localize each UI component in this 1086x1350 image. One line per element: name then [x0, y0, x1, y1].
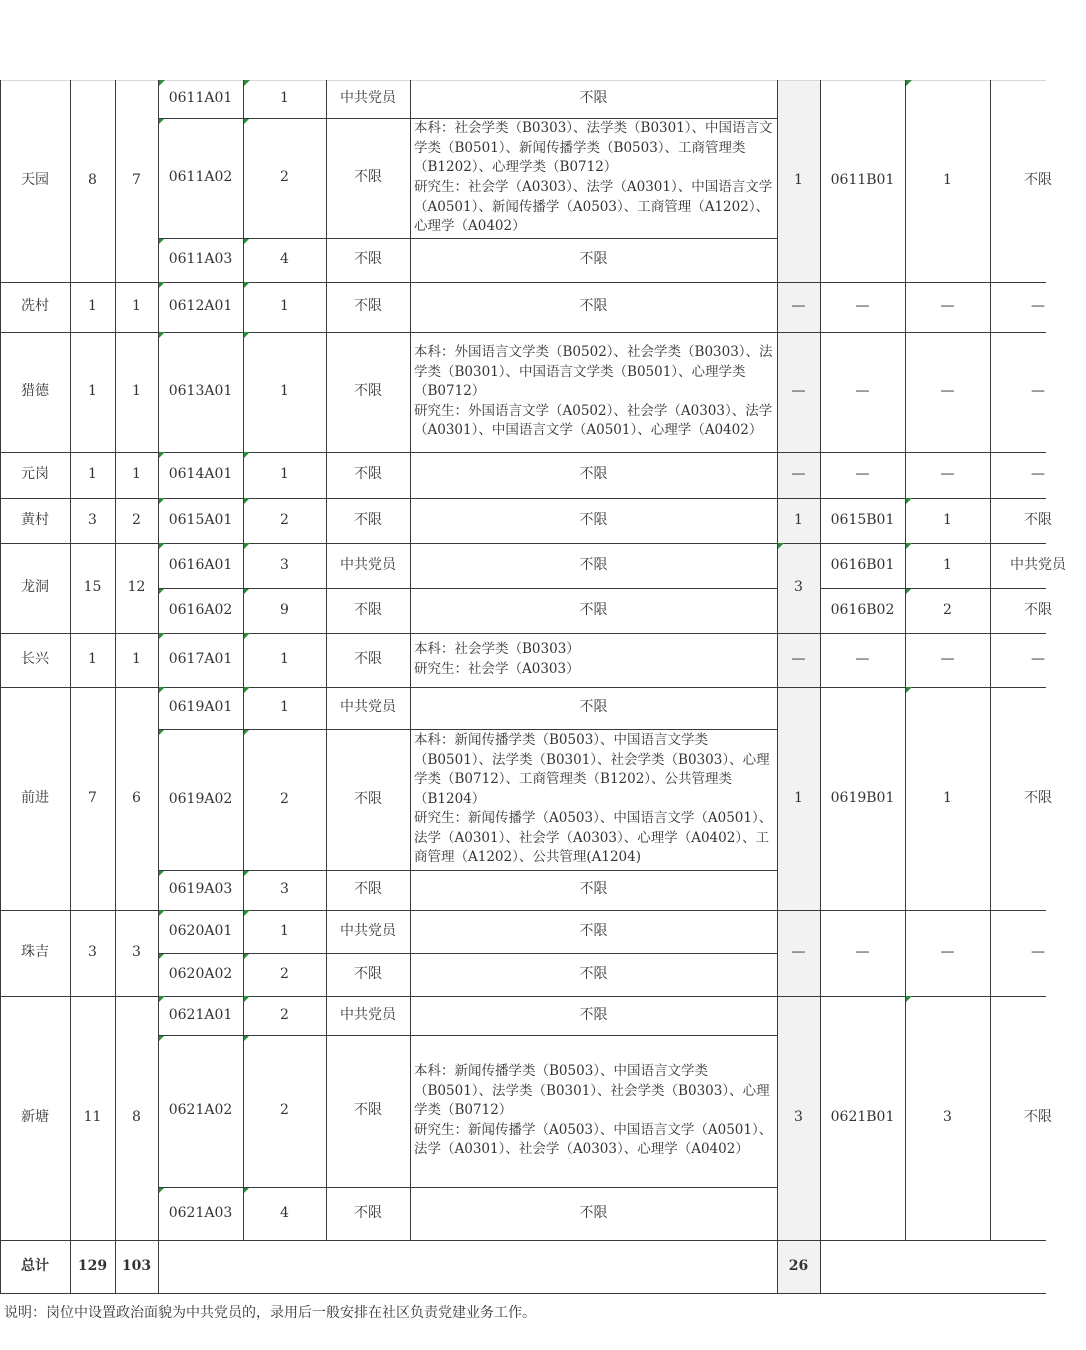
- community-total-count: 7: [88, 789, 97, 806]
- b-post-code: —: [855, 651, 870, 668]
- b-post-quota: 3: [943, 1109, 952, 1126]
- post-political-status: 中共党员: [340, 922, 396, 939]
- community-total-count: 1: [88, 383, 97, 400]
- post-political-status: 不限: [354, 298, 382, 315]
- post-major-requirement: 不限: [579, 601, 608, 618]
- post-major-requirement: 不限: [579, 298, 608, 315]
- post-code: 0620A02: [168, 965, 233, 982]
- post-quota: 1: [280, 383, 289, 400]
- post-quota: 1: [280, 651, 289, 668]
- post-quota: 1: [280, 466, 289, 483]
- b-post-quota: 2: [943, 601, 952, 618]
- post-quota: 4: [280, 251, 289, 268]
- b-post-quota: 1: [943, 511, 952, 528]
- grid-line-v: [0, 80, 1, 1293]
- b-post-code: —: [855, 944, 870, 961]
- b-post-code: —: [855, 466, 870, 483]
- post-major-requirement: 不限: [579, 922, 608, 939]
- total-count-b: 103: [121, 1257, 152, 1274]
- cell-comment-marker: [244, 687, 250, 693]
- b-post-political-status: 不限: [1024, 601, 1052, 618]
- total-b-count: 26: [788, 1257, 809, 1274]
- b-post-code: 0619B01: [830, 789, 895, 806]
- community-a-count: 1: [132, 383, 141, 400]
- community-total-count: 11: [83, 1109, 102, 1126]
- post-code: 0615A01: [168, 511, 233, 528]
- post-code: 0619A03: [168, 881, 233, 898]
- post-quota: 1: [280, 90, 289, 107]
- b-post-political-status: 不限: [1024, 172, 1052, 189]
- post-quota: 3: [280, 556, 289, 573]
- community-a-count: 7: [132, 172, 141, 189]
- post-quota: 9: [280, 601, 289, 618]
- cell-comment-marker: [778, 543, 784, 549]
- grid-line-v: [820, 80, 821, 1293]
- b-post-quota: 1: [943, 556, 952, 573]
- community-name: 前进: [21, 789, 49, 806]
- table-note: 说明：岗位中设置政治面貌为中共党员的，录用后一般安排在社区负责党建业务工作。: [4, 1305, 536, 1321]
- community-total-count: 1: [88, 651, 97, 668]
- b-post-quota: —: [940, 383, 955, 400]
- community-a-count: 6: [132, 789, 141, 806]
- post-quota: 2: [280, 1102, 289, 1119]
- cell-comment-marker: [244, 452, 250, 458]
- grid-line-v: [990, 80, 991, 1240]
- cell-comment-marker: [159, 332, 165, 338]
- grid-line-v: [70, 80, 71, 1293]
- cell-comment-marker: [244, 543, 250, 549]
- b-post-quota: 1: [943, 172, 952, 189]
- b-post-political-status: 不限: [1024, 511, 1052, 528]
- post-quota: 1: [280, 298, 289, 315]
- post-major-requirement: 本科：外国语言文学类（B0502）、社会学类（B0303）、法学类（B0301）、中国语言文学类（B0501）、心理学类（B0712） 研究生：外国语言文学（A0502）、社会学（A0303）、法学（A0301）、中国语言文学（A0501）、心理学（A0402）: [414, 344, 773, 439]
- cell-comment-marker: [159, 687, 165, 693]
- b-post-code: 0615B01: [830, 511, 895, 528]
- recruitment-table: [0, 80, 1066, 1330]
- grid-line-v: [410, 80, 411, 1240]
- grid-line-h: [158, 238, 777, 239]
- post-major-requirement: 不限: [579, 511, 608, 528]
- post-political-status: 不限: [354, 383, 382, 400]
- grid-line-h: [158, 588, 777, 589]
- post-political-status: 不限: [354, 790, 382, 807]
- total-count-a: 129: [77, 1257, 108, 1274]
- grid-line-v: [115, 80, 116, 1293]
- b-post-count: 1: [794, 789, 803, 806]
- b-post-count: —: [791, 944, 806, 961]
- post-code: 0616A02: [168, 601, 233, 618]
- b-post-quota: —: [940, 298, 955, 315]
- b-post-count: 3: [794, 579, 803, 596]
- post-major-requirement: 不限: [579, 1006, 608, 1023]
- b-post-code: 0616B01: [830, 556, 895, 573]
- community-a-count: 8: [132, 1109, 141, 1126]
- cell-comment-marker: [159, 543, 165, 549]
- cell-comment-marker: [159, 633, 165, 639]
- cell-comment-marker: [906, 80, 912, 86]
- post-quota: 2: [280, 511, 289, 528]
- grid-line-h: [158, 118, 777, 119]
- post-code: 0613A01: [168, 383, 233, 400]
- community-name: 长兴: [21, 651, 49, 668]
- community-a-count: 2: [132, 511, 141, 528]
- cell-comment-marker: [159, 282, 165, 288]
- b-post-count: —: [791, 383, 806, 400]
- community-total-count: 8: [88, 172, 97, 189]
- b-post-count: 3: [794, 1109, 803, 1126]
- b-post-code: —: [855, 383, 870, 400]
- post-code: 0620A01: [168, 922, 233, 939]
- community-name: 新塘: [21, 1109, 49, 1126]
- community-total-count: 1: [88, 298, 97, 315]
- community-total-count: 3: [88, 944, 97, 961]
- post-political-status: 不限: [354, 251, 382, 268]
- community-name: 珠吉: [21, 944, 49, 961]
- post-code: 0614A01: [168, 466, 233, 483]
- community-a-count: 12: [127, 579, 146, 596]
- post-code: 0621A01: [168, 1006, 233, 1023]
- post-political-status: 中共党员: [340, 556, 396, 573]
- grid-line-v: [243, 80, 244, 1240]
- total-label: 总计: [21, 1257, 49, 1274]
- post-political-status: 不限: [354, 965, 382, 982]
- cell-comment-marker: [244, 498, 250, 504]
- b-post-political-status: 不限: [1024, 1109, 1052, 1126]
- post-major-requirement: 本科：新闻传播学类（B0503）、中国语言文学类（B0501）、法学类（B0301）、社会学类（B0303）、心理学类（B0712）、工商管理类（B1202）、公共管理类（B1204） 研究生：新闻传播学（A0503）、中国语言文学（A0501）、法学（A0301）、社会学（A0303）、心理学（A0402）、工商管理（A1202）、公共管理(A1204): [414, 731, 773, 866]
- cell-comment-marker: [159, 452, 165, 458]
- grid-line-h: [158, 1187, 777, 1188]
- post-political-status: 不限: [354, 651, 382, 668]
- cell-comment-marker: [244, 332, 250, 338]
- post-major-requirement: 不限: [579, 881, 608, 898]
- cell-comment-marker: [244, 80, 250, 86]
- b-post-political-status: —: [1031, 298, 1045, 315]
- b-post-quota: —: [940, 651, 955, 668]
- cell-comment-marker: [159, 910, 165, 916]
- grid-line-h: [158, 870, 777, 871]
- grid-line-h: [0, 1293, 1046, 1294]
- grid-line-v: [158, 80, 159, 1293]
- post-quota: 1: [280, 699, 289, 716]
- post-code: 0617A01: [168, 651, 233, 668]
- b-post-code: 0611B01: [830, 172, 895, 189]
- post-major-requirement: 本科：新闻传播学类（B0503）、中国语言文学类（B0501）、法学类（B0301）、社会学类（B0303）、心理学类（B0712） 研究生：新闻传播学（A0503）、中国语言文学（A0501）、法学（A0301）、社会学（A0303）、心理学（A0402）: [414, 1063, 773, 1158]
- community-name: 黄村: [21, 511, 49, 528]
- post-code: 0611A02: [168, 169, 233, 186]
- post-political-status: 不限: [354, 1204, 382, 1221]
- post-code: 0619A01: [168, 699, 233, 716]
- post-political-status: 不限: [354, 881, 382, 898]
- post-code: 0621A03: [168, 1204, 233, 1221]
- b-post-code: 0621B01: [830, 1109, 895, 1126]
- b-post-code: 0616B02: [830, 601, 895, 618]
- b-post-political-status: —: [1031, 651, 1045, 668]
- cell-comment-marker: [159, 996, 165, 1002]
- cell-comment-marker: [244, 633, 250, 639]
- b-post-quota: —: [940, 466, 955, 483]
- post-political-status: 中共党员: [340, 1006, 396, 1023]
- post-quota: 2: [280, 965, 289, 982]
- community-total-count: 1: [88, 466, 97, 483]
- post-political-status: 不限: [354, 511, 382, 528]
- b-post-quota: —: [940, 944, 955, 961]
- post-political-status: 中共党员: [340, 90, 396, 107]
- community-name: 元岗: [21, 466, 49, 483]
- cell-comment-marker: [159, 80, 165, 86]
- cell-comment-marker: [906, 687, 912, 693]
- post-political-status: 不限: [354, 169, 382, 186]
- post-major-requirement: 不限: [579, 90, 608, 107]
- community-name: 天园: [21, 172, 49, 189]
- cell-comment-marker: [906, 498, 912, 504]
- post-major-requirement: 不限: [579, 965, 608, 982]
- grid-line-v: [905, 80, 906, 1240]
- post-code: 0619A02: [168, 790, 233, 807]
- post-quota: 2: [280, 1006, 289, 1023]
- b-post-political-status: —: [1031, 383, 1045, 400]
- post-code: 0611A01: [168, 90, 233, 107]
- b-post-political-status: —: [1031, 944, 1045, 961]
- community-name: 龙洞: [21, 579, 49, 596]
- b-post-count: —: [791, 651, 806, 668]
- b-post-code: —: [855, 298, 870, 315]
- grid-line-h: [158, 953, 777, 954]
- post-major-requirement: 不限: [579, 1204, 608, 1221]
- grid-line-v: [326, 80, 327, 1240]
- b-post-count: —: [791, 466, 806, 483]
- grid-line-v: [777, 80, 778, 1293]
- community-name: 猎德: [21, 383, 49, 400]
- cell-comment-marker: [244, 910, 250, 916]
- community-a-count: 3: [132, 944, 141, 961]
- post-major-requirement: 本科：社会学类（B0303） 研究生：社会学（A0303）: [414, 641, 580, 677]
- post-code: 0611A03: [168, 251, 233, 268]
- post-major-requirement: 不限: [579, 556, 608, 573]
- post-quota: 2: [280, 169, 289, 186]
- post-code: 0616A01: [168, 556, 233, 573]
- b-post-count: —: [791, 298, 806, 315]
- community-total-count: 15: [83, 579, 102, 596]
- b-post-quota: 1: [943, 789, 952, 806]
- grid-line-h: [158, 1035, 777, 1036]
- community-total-count: 3: [88, 511, 97, 528]
- post-quota: 3: [280, 881, 289, 898]
- grid-line-h: [820, 588, 1046, 589]
- community-a-count: 1: [132, 651, 141, 668]
- b-post-count: 1: [794, 511, 803, 528]
- post-code: 0612A01: [168, 298, 233, 315]
- post-quota: 2: [280, 790, 289, 807]
- b-post-political-status: —: [1031, 466, 1045, 483]
- b-post-political-status: 中共党员: [1010, 556, 1066, 573]
- post-major-requirement: 本科：社会学类（B0303）、法学类（B0301）、中国语言文学类（B0501）、新闻传播学类（B0503）、工商管理类（B1202）、心理学类（B0712） 研究生：社会学（A0303）、法学（A0301）、中国语言文学（A0501）、新闻传播学（A0503）、工商管理（A1202）、心理学（A0402）: [414, 120, 773, 235]
- grid-line-h: [158, 729, 777, 730]
- cell-comment-marker: [159, 498, 165, 504]
- post-political-status: 不限: [354, 1102, 382, 1119]
- post-major-requirement: 不限: [579, 699, 608, 716]
- community-a-count: 1: [132, 298, 141, 315]
- post-political-status: 不限: [354, 601, 382, 618]
- post-political-status: 不限: [354, 466, 382, 483]
- post-major-requirement: 不限: [579, 466, 608, 483]
- cell-comment-marker: [906, 996, 912, 1002]
- community-a-count: 1: [132, 466, 141, 483]
- community-name: 冼村: [21, 298, 49, 315]
- post-major-requirement: 不限: [579, 251, 608, 268]
- post-political-status: 中共党员: [340, 699, 396, 716]
- post-code: 0621A02: [168, 1102, 233, 1119]
- post-quota: 1: [280, 922, 289, 939]
- cell-comment-marker: [244, 282, 250, 288]
- b-post-count: 1: [794, 172, 803, 189]
- b-post-political-status: 不限: [1024, 789, 1052, 806]
- cell-comment-marker: [244, 996, 250, 1002]
- cell-comment-marker: [906, 543, 912, 549]
- post-quota: 4: [280, 1204, 289, 1221]
